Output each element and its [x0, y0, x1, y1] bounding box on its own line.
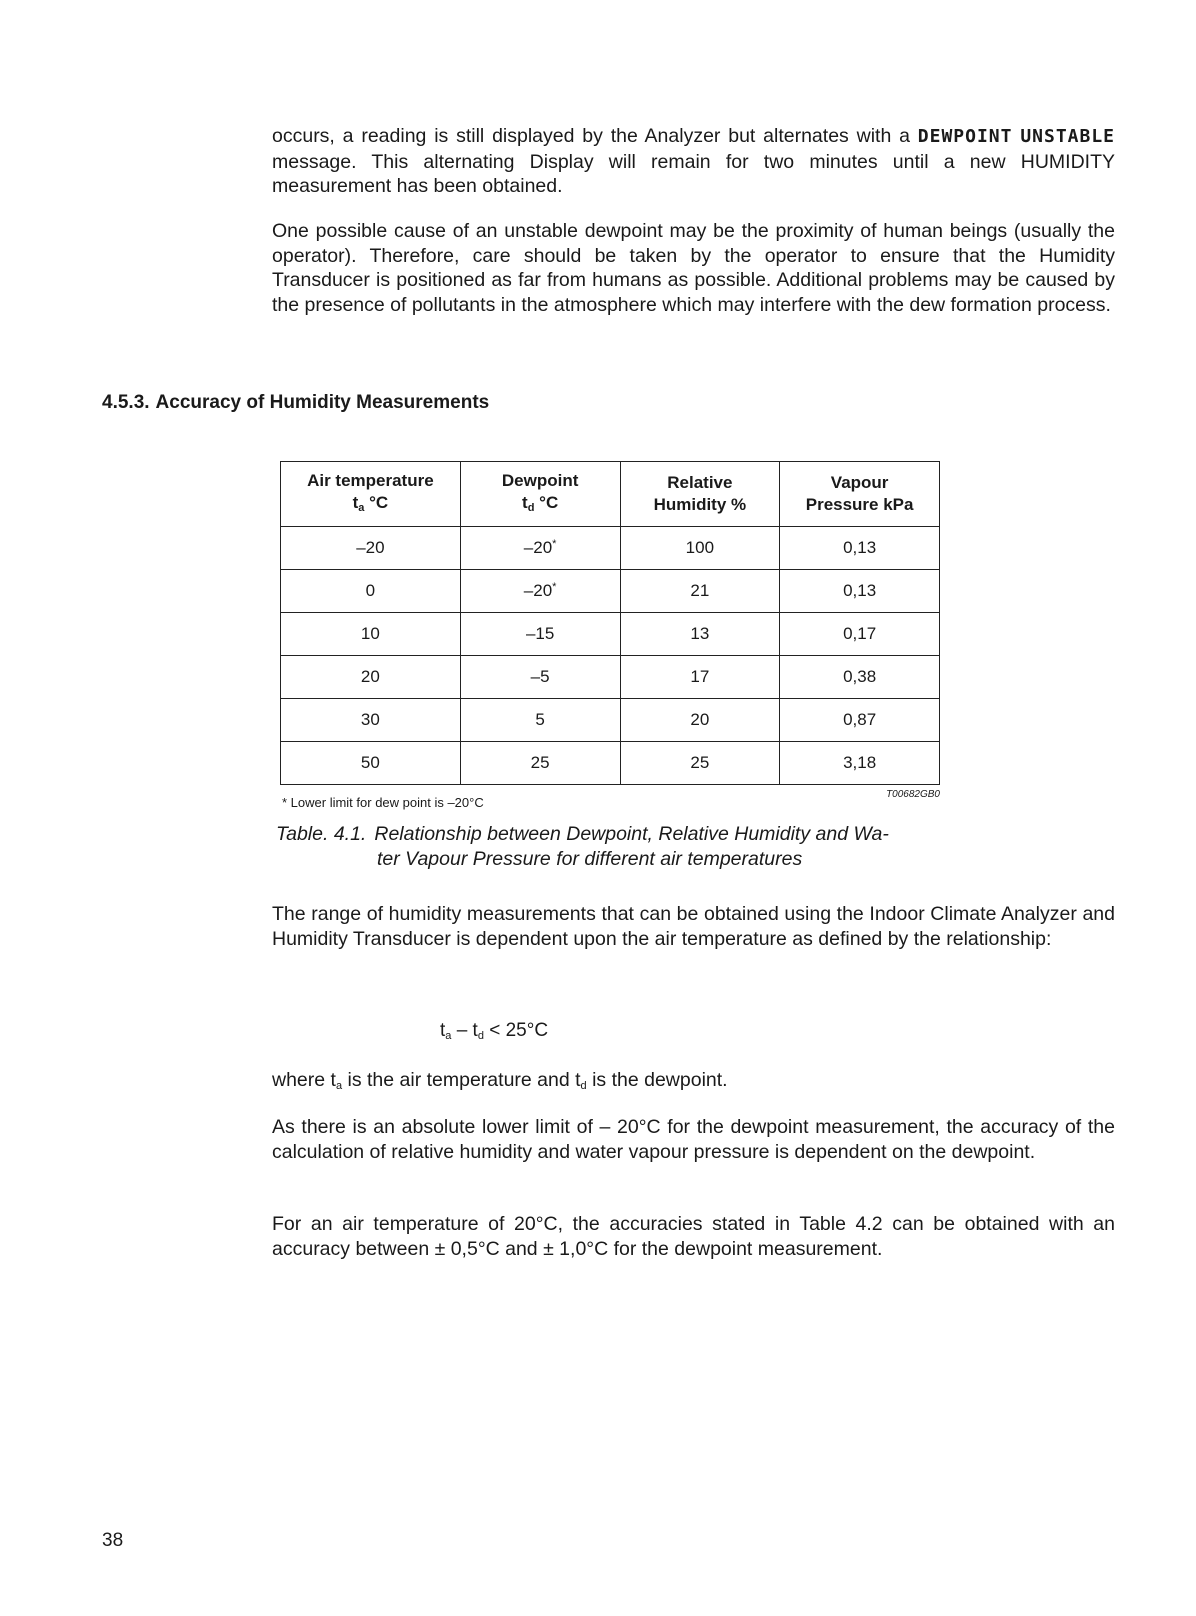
header-symbol: t [522, 492, 528, 512]
cell-vapour-pressure [780, 699, 940, 742]
formula [440, 1020, 548, 1042]
header-text: Vapour [830, 473, 889, 492]
cell-vapour-pressure [780, 613, 940, 656]
caption-number: Table. 4.1. [276, 823, 367, 845]
table-row [281, 699, 940, 742]
formula-subscript: d [477, 1030, 484, 1042]
cell-dewpoint-value: –20 [523, 581, 553, 600]
cell-air-temperature [281, 570, 461, 613]
cell-dewpoint [460, 570, 620, 613]
header-dewpoint [460, 462, 620, 527]
cell-dewpoint [460, 613, 620, 656]
cell-vapour-pressure-value: 0,87 [843, 710, 877, 729]
subscript: a [335, 1080, 343, 1092]
cell-vapour-pressure-value: 0,13 [843, 538, 877, 557]
cell-air-temperature-value: –20 [356, 538, 385, 557]
footnote-marker: * [552, 538, 557, 550]
formula-operator: – [456, 1020, 468, 1041]
header-unit: °C [369, 492, 389, 512]
cell-relative-humidity-value: 21 [690, 581, 710, 600]
paragraph-text: message. This alternating Display will remain for two minutes until a new HUMIDITY measurement has been obtained. [272, 150, 1115, 197]
cell-relative-humidity-value: 100 [685, 538, 715, 557]
cell-vapour-pressure-value: 3,18 [843, 753, 877, 772]
cell-air-temperature [281, 656, 461, 699]
header-text: Air temperature [307, 470, 434, 490]
cell-vapour-pressure [780, 742, 940, 785]
cell-vapour-pressure [780, 656, 940, 699]
cell-dewpoint [460, 742, 620, 785]
header-relative-humidity [620, 462, 780, 527]
cell-relative-humidity [620, 699, 780, 742]
caption-line: Relationship between Dewpoint, Relative Humidity and Wa- [374, 823, 889, 845]
paragraph-unstable-causes: One possible cause of an unstable dewpoint may be the proximity of human beings (usually the operator). Therefore, care should be taken by the operator to ensure that the Humidity Transducer is positioned as far from humans as possible. Additional problems may be caused by the presence of pollutants in the atmosphere which may interfere with the dew formation process. [272, 220, 1115, 316]
paragraph-text: is the dewpoint. [592, 1069, 728, 1091]
cell-relative-humidity-value: 25 [690, 753, 710, 772]
header-subscript: a [358, 501, 365, 514]
formula-symbol: t [440, 1020, 446, 1041]
table-code: T00682GB0 [886, 789, 940, 800]
cell-relative-humidity-value: 13 [690, 624, 710, 643]
cell-dewpoint [460, 527, 620, 570]
header-symbol: t [352, 492, 359, 512]
subscript: d [580, 1080, 587, 1092]
header-text: Relative [667, 473, 733, 492]
table-caption [276, 822, 956, 872]
header-air-temperature [281, 462, 461, 527]
cell-vapour-pressure-value: 0,13 [843, 581, 877, 600]
paragraph-text: where t [272, 1069, 336, 1091]
header-text: Humidity % [653, 495, 747, 514]
header-text: Pressure kPa [805, 495, 914, 514]
table-row [281, 613, 940, 656]
paragraph-text: occurs, a reading is still displayed by the Analyzer but alternates with a [272, 125, 910, 147]
table-header-row [281, 462, 940, 527]
cell-vapour-pressure-value: 0,17 [843, 624, 877, 643]
header-unit: °C [539, 492, 559, 512]
table-row [281, 527, 940, 570]
header-vapour-pressure [780, 462, 940, 527]
table-footnote: * Lower limit for dew point is –20°C [282, 795, 484, 810]
cell-air-temperature [281, 742, 461, 785]
cell-relative-humidity [620, 742, 780, 785]
cell-relative-humidity [620, 656, 780, 699]
cell-air-temperature-value: 20 [360, 667, 380, 686]
formula-subscript: a [445, 1030, 452, 1042]
paragraph-dewpoint-unstable [272, 124, 1115, 199]
paragraph-accuracy: For an air temperature of 20°C, the accuracies stated in Table 4.2 can be obtained with an accuracy between ± 0,5°C and ± 1,0°C for the dewpoint measurement. [272, 1213, 1115, 1260]
footnote-marker: * [552, 581, 557, 593]
cell-dewpoint-value: –15 [525, 624, 555, 643]
table-row [281, 656, 940, 699]
cell-dewpoint [460, 656, 620, 699]
table-row [281, 570, 940, 613]
cell-relative-humidity [620, 527, 780, 570]
cell-relative-humidity [620, 613, 780, 656]
display-message-unstable: UNSTABLE [1020, 126, 1116, 147]
cell-vapour-pressure [780, 527, 940, 570]
cell-air-temperature [281, 613, 461, 656]
cell-vapour-pressure-value: 0,38 [843, 667, 877, 686]
cell-dewpoint-value: 25 [530, 753, 550, 772]
cell-dewpoint-value: –20 [523, 538, 553, 557]
cell-relative-humidity-value: 20 [690, 710, 710, 729]
section-number: 4.5.3. [102, 392, 150, 413]
paragraph-lower-limit: As there is an absolute lower limit of – 20°C for the dewpoint measurement, the accuracy of the calculation of relative humidity and water vapour pressure is dependent on the dewpoint. [272, 1116, 1115, 1163]
cell-air-temperature [281, 527, 461, 570]
caption-line: ter Vapour Pressure for different air temperatures [377, 848, 803, 870]
cell-vapour-pressure [780, 570, 940, 613]
paragraph-text: is the air temperature and t [347, 1069, 581, 1091]
cell-air-temperature-value: 30 [360, 710, 380, 729]
cell-relative-humidity-value: 17 [690, 667, 710, 686]
formula-symbol: t [472, 1020, 478, 1041]
header-text: Dewpoint [501, 470, 579, 490]
paragraph-range: The range of humidity measurements that can be obtained using the Indoor Climate Analyzer and Humidity Transducer is dependent upon the air temperature as defined by the relationship: [272, 903, 1115, 950]
paragraph-where [272, 1068, 1115, 1099]
page-number: 38 [102, 1530, 124, 1551]
section-heading [102, 392, 495, 414]
table-row [281, 742, 940, 785]
cell-dewpoint-value: –5 [530, 667, 550, 686]
section-title: Accuracy of Humidity Measurements [155, 392, 490, 413]
display-message-dewpoint: DEWPOINT [917, 126, 1013, 147]
header-subscript: d [527, 501, 535, 514]
humidity-table [280, 461, 940, 785]
cell-relative-humidity [620, 570, 780, 613]
formula-inequality: < 25°C [489, 1020, 549, 1041]
cell-air-temperature-value: 50 [360, 753, 380, 772]
cell-dewpoint [460, 699, 620, 742]
cell-air-temperature [281, 699, 461, 742]
cell-dewpoint-value: 5 [535, 710, 545, 729]
cell-air-temperature-value: 10 [360, 624, 380, 643]
cell-air-temperature-value: 0 [365, 581, 376, 600]
